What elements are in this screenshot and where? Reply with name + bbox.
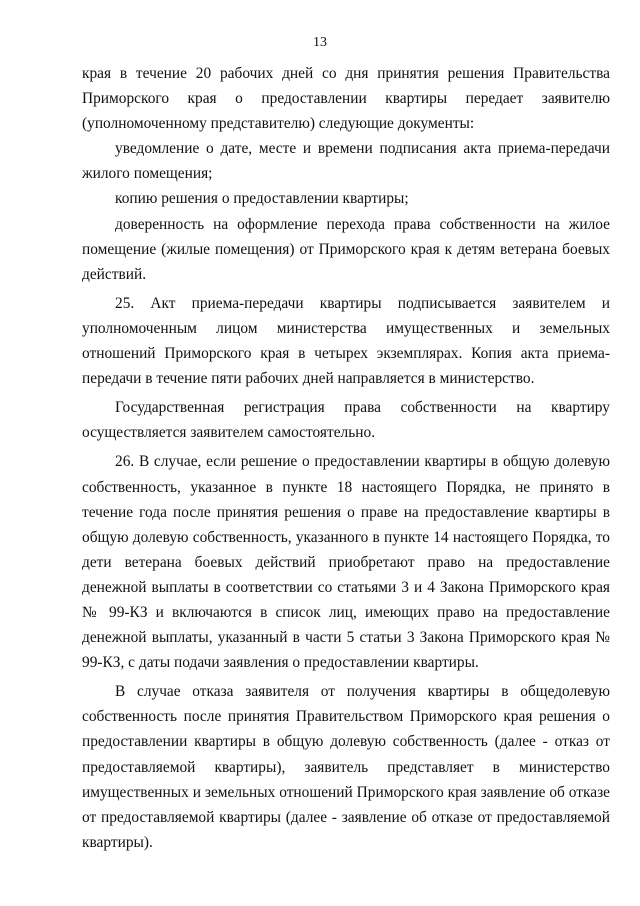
- paragraph-refusal: В случае отказа заявителя от получения квартиры в общедолевую собственность после принятия Правительством Приморского края решения о предоставлении квартиры в общую долевую собственность (далее - отказ от предоставляемой квартиры), заявитель представляет в министерство имущественных и земельных отношений Приморского края заявление об отказе от предоставляемой квартиры (далее - заявление об отказе от предоставляемой квартиры).: [82, 683, 610, 851]
- paragraph-notice-item: уведомление о дате, месте и времени подписания акта приема-передачи жилого помещения;: [82, 140, 610, 183]
- paragraph-clause-26: 26. В случае, если решение о предоставлении квартиры в общую долевую собственность, указанное в пункте 18 настоящего Порядка, не принято в течение года после принятия решения о праве на предоставление квартиры в общую долевую собственность, указанного в пункте 14 настоящего Порядка, то дети ветерана боевых действий приобретают право на предоставление денежной выплаты в соответствии со статьями 3 и 4 Закона Приморского края № 99-КЗ и включаются в список лиц, имеющих право на предоставление денежной выплаты, указанный в части 5 статьи 3 Закона Приморского края № 99-КЗ, с даты подачи заявления о предоставлении квартиры.: [82, 453, 610, 672]
- paragraph-copy-item: копию решения о предоставлении квартиры;: [115, 190, 409, 208]
- paragraph-clause-25: 25. Акт приема-передачи квартиры подписывается заявителем и уполномоченным лицом министерства имущественных и земельных отношений Приморского края в четырех экземплярах. Копия акта приема-передачи в течение пяти рабочих дней направляется в министерство.: [82, 294, 610, 388]
- paragraph-power-of-attorney-item: доверенность на оформление перехода права собственности на жилое помещение (жилые помещения) от Приморского края к детям ветерана боевых действий.: [82, 215, 610, 283]
- page-number: 13: [313, 35, 327, 50]
- document-body: [82, 61, 610, 855]
- paragraph-continuation: края в течение 20 рабочих дней со дня принятия решения Правительства Приморского края о предоставлении квартиры передает заявителю (уполномоченному представителю) следующие документы:: [82, 65, 610, 133]
- paragraph-state-registration: Государственная регистрация права собственности на квартиру осуществляется заявителем самостоятельно.: [82, 399, 610, 442]
